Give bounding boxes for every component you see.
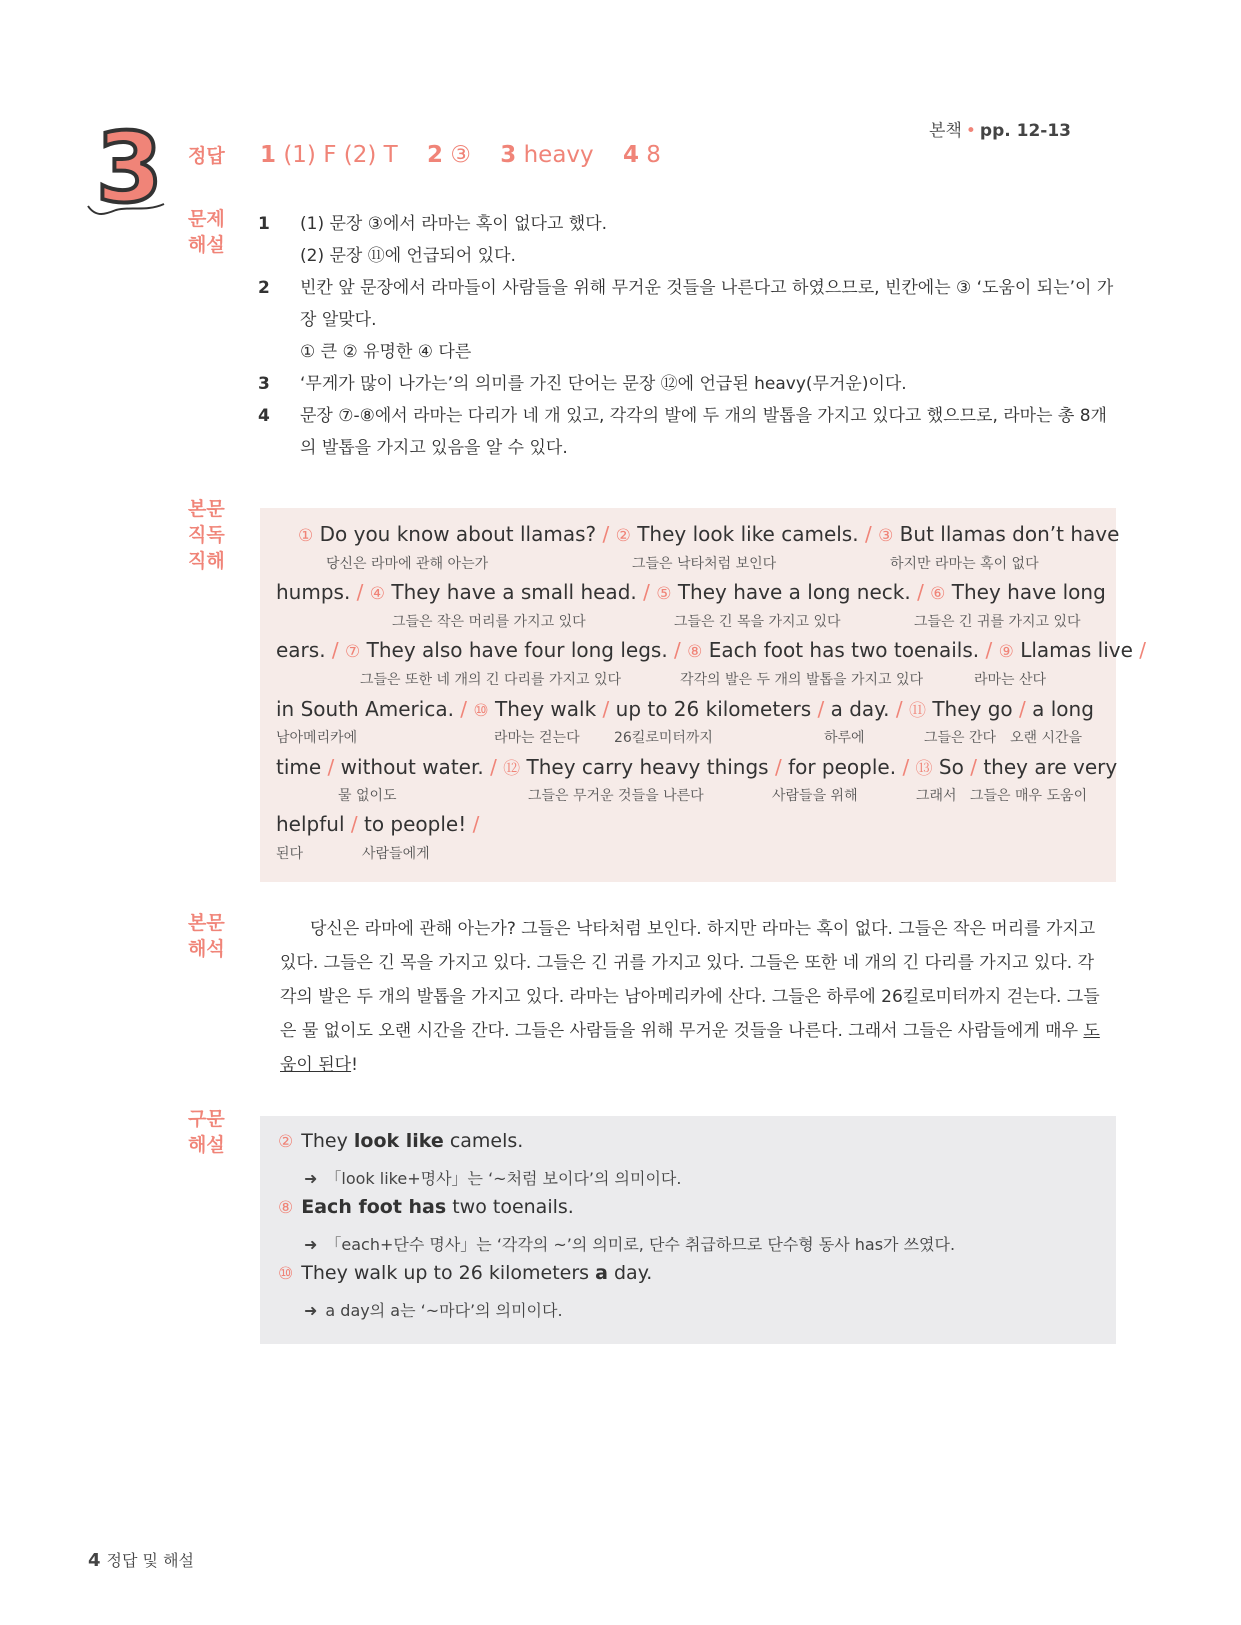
slash: / <box>472 812 480 836</box>
page-reference <box>929 116 1071 141</box>
explanation-text: 빈칸 앞 문장에서 라마들이 사람들을 위해 무거운 것들을 나른다고 하였으므로, 빈칸에는 ③ ‘도움이 되는’이 가장 알맞다. <box>300 278 1114 330</box>
slash: / <box>985 638 993 662</box>
korean-gloss: 각각의 발은 두 개의 발톱을 가지고 있다 <box>680 672 924 688</box>
sentence-number: ② <box>278 1132 294 1152</box>
page-number: 4 <box>88 1550 101 1571</box>
explanation-item <box>258 240 1118 272</box>
slash: / <box>902 755 910 779</box>
slash: / <box>970 755 977 779</box>
explanation-number <box>258 336 300 368</box>
grammar-sentence <box>278 1262 652 1284</box>
sentence-number: ⑥ <box>930 584 946 604</box>
answer-number: 4 <box>622 142 639 168</box>
slash: / <box>327 755 335 779</box>
answer-item <box>260 142 398 168</box>
slash: / <box>774 755 782 779</box>
english-chunk: in South America. <box>276 697 454 721</box>
arrow-right-icon: ➜ <box>304 1169 318 1188</box>
label-line: 본문 <box>188 498 225 520</box>
answer-item <box>623 142 661 168</box>
english-chunk: a long <box>1032 697 1094 721</box>
slash: / <box>331 638 339 662</box>
slash: / <box>674 638 681 662</box>
english-chunk: So <box>938 755 964 779</box>
grammar-note <box>304 1298 563 1321</box>
korean-gloss: 그들은 긴 목을 가지고 있다 <box>674 614 841 630</box>
sentence-number: ⑪ <box>908 701 926 721</box>
translation-text: 당신은 라마에 관해 아는가? 그들은 낙타처럼 보인다. 하지만 라마는 혹이 없다. 그들은 작은 머리를 가지고 있다. 그들은 긴 목을 가지고 있다. 그들은 긴 귀를 가지고 있다. 그들은 또한 네 개의 긴 다리를 가지고 있다. 각각의 발은 두 개의 발톱을 가지고 있다. 라마는 남아메리카에 산다. 그들은 하루에 26킬로미터까지 걷는다. 그들은 물 없이도 오랜 시간을 간다. 그들은 사람들을 위해 무거운 것들을 나른다. 그래서 그들은 사람들에게 매우 <box>280 919 1100 1041</box>
label-line: 구문 <box>188 1108 225 1130</box>
sentence-number: ③ <box>878 526 894 546</box>
english-chunk: helpful <box>276 812 345 836</box>
page-footer <box>88 1548 194 1571</box>
korean-gloss: 그들은 간다 <box>924 730 997 746</box>
slash: / <box>460 697 468 721</box>
english-chunk: for people. <box>788 755 897 779</box>
slash: / <box>643 580 650 604</box>
answer-label: 정답 <box>188 145 225 167</box>
slash: / <box>864 522 872 546</box>
note-text: 「each+단수 명사」는 ‘각각의 ~’의 의미로, 단수 취급하므로 단수형 동사 has가 쓰였다. <box>325 1235 956 1254</box>
english-chunk: they are very <box>983 755 1118 779</box>
english-chunk: to people! <box>363 812 467 836</box>
korean-gloss: 그들은 무거운 것들을 나른다 <box>528 788 704 804</box>
english-chunk: They have a small head. <box>391 580 637 604</box>
slash: / <box>1019 697 1026 721</box>
answer-number: 3 <box>500 142 517 168</box>
bullet-dot: • <box>965 121 976 141</box>
translation-paragraph <box>280 912 1100 1082</box>
explanation-item <box>258 272 1118 336</box>
page-range: pp. 12-13 <box>979 121 1071 141</box>
english-chunk: humps. <box>276 580 351 604</box>
explanation-number: 2 <box>258 278 270 298</box>
english-chunk: They look like camels. <box>637 522 859 546</box>
slash: / <box>602 697 610 721</box>
key-phrase: a <box>595 1262 608 1284</box>
sentence-number: ⑨ <box>998 642 1014 662</box>
sentence-number: ⑩ <box>473 701 489 721</box>
grammar-note <box>304 1166 681 1189</box>
note-text: a day의 a는 ‘~마다’의 의미이다. <box>325 1301 563 1320</box>
explanation-item <box>258 208 1118 240</box>
slash: / <box>817 697 825 721</box>
slash: / <box>350 812 358 836</box>
sentence-number: ⑦ <box>345 642 361 662</box>
sentence-number: ⑤ <box>656 584 672 604</box>
reading-line-2 <box>276 580 1106 604</box>
english-chunk: Do you know about llamas? <box>319 522 597 546</box>
sentence-part: They walk up to 26 kilometers <box>301 1262 596 1284</box>
explanation-text: (1) 문장 ③에서 라마는 혹이 없다고 했다. <box>300 214 608 234</box>
korean-gloss: 26킬로미터까지 <box>614 730 713 746</box>
reading-line-3 <box>276 638 1146 662</box>
footer-title: 정답 및 해설 <box>106 1551 194 1570</box>
reading-line-6 <box>276 812 479 836</box>
answer-list <box>260 142 683 168</box>
explanation-item <box>258 368 1118 400</box>
korean-gloss: 그들은 또한 네 개의 긴 다리를 가지고 있다 <box>360 672 622 688</box>
slash: / <box>602 522 610 546</box>
english-chunk: Each foot has two toenails. <box>708 638 980 662</box>
korean-gloss: 오랜 시간을 <box>1010 730 1083 746</box>
explanation-text: ‘무게가 많이 나가는’의 의미를 가진 단어는 문장 ⑫에 언급된 heavy(무거운)이다. <box>300 374 907 394</box>
explanation-item <box>258 400 1118 464</box>
grammar-note <box>304 1232 955 1255</box>
english-chunk: time <box>276 755 322 779</box>
sentence-number: ⑩ <box>278 1264 294 1284</box>
arrow-right-icon: ➜ <box>304 1235 318 1254</box>
reading-line-1 <box>298 522 1119 546</box>
answer-number: 2 <box>427 142 444 168</box>
underlined-phrase: 도움이 된다 <box>280 1021 1100 1075</box>
grammar-sentence <box>278 1196 574 1218</box>
english-chunk: They walk <box>495 697 597 721</box>
sentence-part: They <box>301 1130 354 1152</box>
label-line: 해석 <box>188 938 225 960</box>
sentence-number: ⑧ <box>687 642 703 662</box>
korean-gloss: 그들은 작은 머리를 가지고 있다 <box>392 614 586 630</box>
korean-gloss: 라마는 걷는다 <box>494 730 580 746</box>
english-chunk: a day. <box>830 697 890 721</box>
korean-gloss: 사람들을 위해 <box>772 788 858 804</box>
sentence-part: two toenails. <box>446 1196 574 1218</box>
english-chunk: They have long <box>951 580 1106 604</box>
reading-box <box>260 508 1147 882</box>
note-text: 「look like+명사」는 ‘~처럼 보이다’의 의미이다. <box>325 1169 682 1188</box>
english-chunk: without water. <box>340 755 484 779</box>
label-line: 본문 <box>188 912 225 934</box>
key-phrase: Each foot has <box>301 1196 447 1218</box>
sentence-number: ② <box>615 526 631 546</box>
grammar-sentence <box>278 1130 523 1152</box>
reading-line-4 <box>276 696 1094 721</box>
sentence-number: ④ <box>369 584 386 604</box>
korean-gloss: 그들은 낙타처럼 보인다 <box>632 556 777 572</box>
korean-gloss: 그래서 <box>916 788 957 804</box>
answer-text: 8 <box>646 142 661 168</box>
translation-end: ! <box>351 1055 358 1075</box>
unit-number: 3 <box>96 112 163 224</box>
korean-gloss: 하루에 <box>824 730 865 746</box>
english-chunk: They also have four long legs. <box>366 638 668 662</box>
sentence-number: ⑬ <box>915 759 933 779</box>
explanation-number: 4 <box>258 406 270 426</box>
answer-item <box>500 142 593 168</box>
explanation-label <box>188 206 225 258</box>
answer-text: ③ <box>450 142 471 168</box>
answer-number: 1 <box>260 142 277 168</box>
answer-item <box>427 142 471 168</box>
english-chunk: They carry heavy things <box>526 755 769 779</box>
arrow-right-icon: ➜ <box>304 1301 318 1320</box>
explanation-text: 문장 ⑦-⑧에서 라마는 다리가 네 개 있고, 각각의 발에 두 개의 발톱을 가지고 있다고 했으므로, 라마는 총 8개의 발톱을 가지고 있음을 알 수 있다. <box>300 406 1107 458</box>
reading-line-5 <box>276 754 1117 779</box>
korean-gloss: 라마는 산다 <box>974 672 1047 688</box>
english-chunk: ears. <box>276 638 326 662</box>
sentence-part: camels. <box>443 1130 524 1152</box>
english-chunk: Llamas live <box>1020 638 1133 662</box>
reading-label <box>188 496 225 574</box>
korean-gloss: 그들은 긴 귀를 가지고 있다 <box>914 614 1081 630</box>
slash: / <box>356 580 364 604</box>
grammar-box <box>260 1116 1116 1344</box>
grammar-label <box>188 1106 225 1158</box>
english-chunk: They go <box>932 697 1013 721</box>
explanation-number: 3 <box>258 374 270 394</box>
slash: / <box>1139 638 1147 662</box>
sentence-number: ⑫ <box>503 759 521 779</box>
korean-gloss: 물 없이도 <box>338 788 397 804</box>
label-line: 문제 <box>188 208 225 230</box>
english-chunk: They have a long neck. <box>677 580 911 604</box>
english-chunk: But llamas don’t have <box>899 522 1120 546</box>
label-line: 직독 <box>188 524 225 546</box>
swoosh-decoration <box>86 200 166 220</box>
korean-gloss: 당신은 라마에 관해 아는가 <box>326 556 489 572</box>
book-label: 본책 <box>929 121 962 141</box>
translation-label <box>188 910 225 962</box>
korean-gloss: 그들은 매우 도움이 <box>970 788 1088 804</box>
explanation-item <box>258 336 1118 368</box>
sentence-part: day. <box>607 1262 653 1284</box>
slash: / <box>917 580 924 604</box>
sentence-number: ⑧ <box>278 1198 294 1218</box>
explanation-list <box>258 208 1118 464</box>
answer-text: heavy <box>523 142 594 168</box>
explanation-number: 1 <box>258 214 270 234</box>
answer-text: (1) F (2) T <box>283 142 398 168</box>
korean-gloss: 하지만 라마는 혹이 없다 <box>890 556 1039 572</box>
slash: / <box>490 755 497 779</box>
sentence-number: ① <box>298 526 314 546</box>
english-chunk: up to 26 kilometers <box>615 697 812 721</box>
explanation-text: ① 큰 ② 유명한 ④ 다른 <box>300 342 472 362</box>
korean-gloss: 남아메리카에 <box>276 730 358 746</box>
key-phrase: look like <box>353 1130 444 1152</box>
label-line: 해설 <box>188 1134 225 1156</box>
explanation-number <box>258 240 300 272</box>
korean-gloss: 사람들에게 <box>362 846 430 862</box>
korean-gloss: 된다 <box>276 846 304 862</box>
label-line: 직해 <box>188 550 225 572</box>
explanation-text: (2) 문장 ⑪에 언급되어 있다. <box>300 246 516 266</box>
label-line: 해설 <box>188 234 225 256</box>
slash: / <box>895 697 903 721</box>
